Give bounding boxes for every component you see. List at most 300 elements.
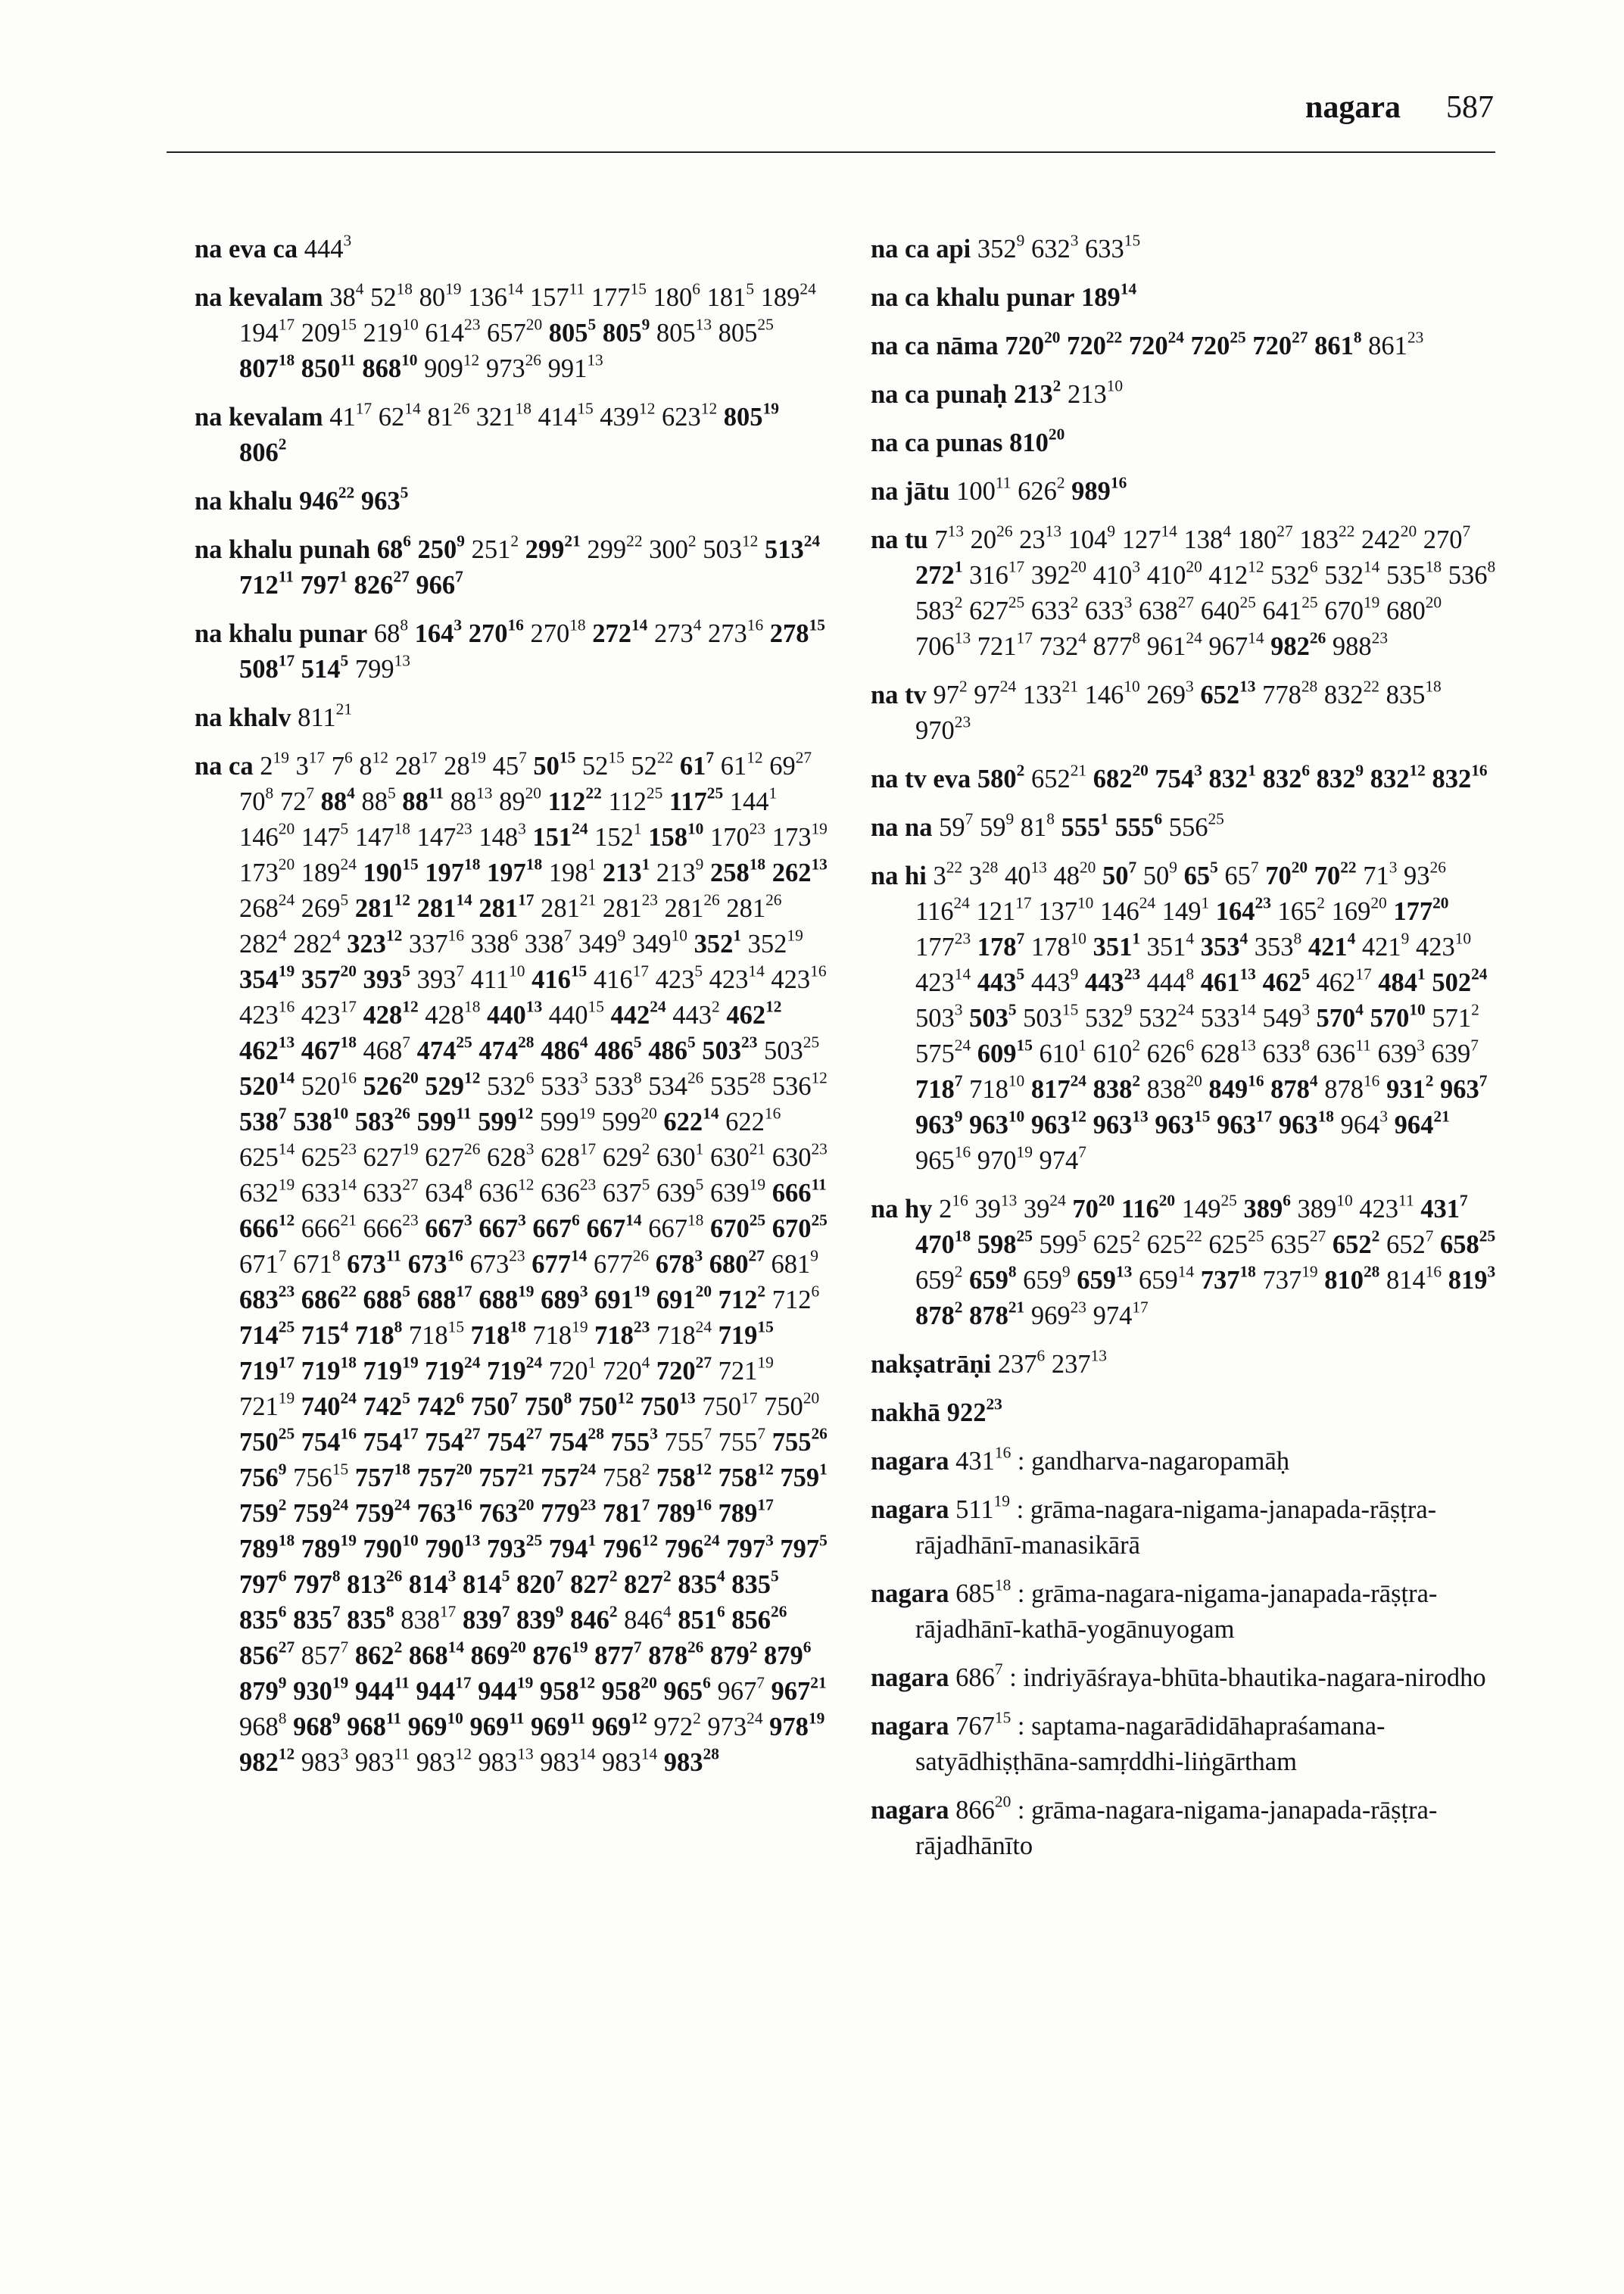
page-reference: $338^7$ (524, 926, 572, 958)
line-number: 17 (741, 1389, 758, 1407)
line-number: 14 (954, 965, 971, 983)
line-number: 27 (748, 1246, 765, 1265)
page-reference: $146^{20}$ (239, 819, 295, 852)
line-number: 15 (447, 1317, 464, 1336)
line-number: 14 (1239, 1000, 1256, 1019)
line-number: 19 (757, 1353, 774, 1372)
line-number: 18 (749, 855, 766, 874)
line-number: 8 (278, 1709, 287, 1728)
page-reference: $878^{26}$ (648, 1638, 704, 1670)
line-number: 13 (587, 351, 603, 369)
line-number: 15 (559, 748, 576, 767)
page-reference: $755^7$ (718, 1424, 766, 1457)
line-number: 11 (385, 1246, 402, 1265)
page-reference: $983^{28}$ (663, 1744, 719, 1777)
line-number: 24 (703, 1531, 720, 1550)
line-number: 16 (695, 1495, 712, 1514)
page-reference: $754^{28}$ (548, 1424, 604, 1457)
page-reference: 6527 (1386, 1226, 1434, 1259)
line-number: 20 (1079, 858, 1096, 877)
line-number: 6 (1186, 1036, 1195, 1055)
page-reference: $876^{19}$ (532, 1638, 588, 1670)
line-number: 7 (641, 1495, 650, 1514)
page-reference: $180^6$ (653, 279, 700, 312)
page-reference: $68^6$ (376, 531, 411, 564)
page-reference: $443^{23}$ (1084, 965, 1140, 997)
entry-headword: nagara (871, 1495, 949, 1524)
line-number: 14 (340, 1175, 357, 1194)
line-number: 10 (1409, 1000, 1426, 1019)
page-reference: $622^{14}$ (663, 1104, 719, 1136)
page-reference: $820^7$ (516, 1566, 564, 1599)
line-number: 2 (662, 1566, 672, 1585)
line-number: 5 (588, 315, 597, 334)
page-reference: $81^{26}$ (427, 399, 470, 432)
line-number: 9 (1124, 1000, 1133, 1019)
entry-headword: na jātu (871, 477, 950, 506)
line-number: 5 (746, 279, 755, 298)
page-reference: $814^3$ (408, 1566, 457, 1599)
page-reference: $623^{12}$ (662, 399, 718, 432)
page-reference: $614^{23}$ (425, 315, 481, 348)
line-number: 15 (1194, 1107, 1211, 1126)
page-reference: 7020 (1072, 1191, 1115, 1223)
page-reference: $165^2$ (1277, 893, 1325, 926)
page-reference: $826^{27}$ (354, 567, 410, 600)
line-number: 18 (515, 399, 531, 418)
page-reference: $209^{15}$ (301, 315, 357, 348)
page-reference: $720^{20}$ (1005, 328, 1061, 360)
page-reference: $3^{28}$ (968, 858, 999, 890)
line-number: 20 (1425, 593, 1442, 612)
page-reference: $423^{14}$ (709, 962, 765, 994)
page-reference: $657^{20}$ (487, 315, 543, 348)
page-reference: $714^{25}$ (239, 1317, 295, 1350)
line-number: 3 (1186, 677, 1194, 696)
line-number: 5 (771, 1566, 779, 1585)
page-reference: $71^3$ (1363, 858, 1398, 890)
line-number: 6 (703, 1673, 711, 1692)
page-reference: $718^{24}$ (656, 1317, 712, 1350)
page-reference: $583^{26}$ (354, 1104, 410, 1136)
line-number: 12 (385, 926, 403, 945)
page-reference: $169^{20}$ (1331, 893, 1387, 926)
page-reference: $410^3$ (1093, 557, 1140, 590)
line-number: 17 (1355, 965, 1372, 983)
page-reference: $978^{19}$ (769, 1709, 825, 1741)
page-reference: $688^{17}$ (416, 1282, 472, 1314)
page-reference: 2376 (997, 1346, 1046, 1379)
line-number: 24 (1177, 1000, 1195, 1019)
page-reference: $147^{18}$ (354, 819, 410, 852)
page-reference: $251^2$ (471, 531, 519, 564)
page-reference: $416^{17}$ (593, 962, 649, 994)
page-reference: $440^{15}$ (548, 997, 604, 1030)
page-reference: $652^{21}$ (1030, 761, 1087, 793)
page-reference: $213^9$ (656, 855, 704, 887)
line-number: 22 (1340, 858, 1357, 877)
line-number: 3 (464, 1211, 472, 1230)
page-reference: $38^4$ (329, 279, 364, 312)
line-number: 5 (1008, 1000, 1017, 1019)
line-number: 13 (1239, 965, 1256, 983)
line-number: 12 (278, 1744, 295, 1763)
page-reference: $428^{12}$ (363, 997, 419, 1030)
line-number: 19 (445, 279, 462, 298)
line-number: 22 (626, 531, 643, 550)
page-reference: 4317 (1420, 1191, 1468, 1223)
line-number: 4 (278, 926, 287, 945)
page-reference: 216 (939, 1191, 968, 1223)
page-reference: $670^{25}$ (771, 1211, 828, 1243)
page-reference: 87821 (969, 1298, 1025, 1330)
line-number: 23 (633, 1317, 650, 1336)
line-number: 16 (954, 1142, 971, 1161)
entry-references (915, 522, 1496, 661)
page-reference: $967^{14}$ (1208, 628, 1264, 661)
page-reference: $351^1$ (1093, 929, 1140, 962)
line-number: 18 (687, 1211, 704, 1230)
line-number: 10 (1124, 677, 1140, 696)
page-reference: $299^{21}$ (525, 531, 581, 564)
page-reference: $794^1$ (548, 1531, 597, 1563)
line-number: 2 (1016, 761, 1025, 780)
page-reference: 9747 (1039, 1142, 1086, 1175)
page-reference: $299^{22}$ (587, 531, 643, 564)
line-number: 13 (1030, 858, 1047, 877)
line-number: 9 (332, 1709, 341, 1728)
page-reference: $789^{18}$ (239, 1531, 295, 1563)
index-entry (871, 678, 1499, 749)
page-reference: $61^7$ (679, 748, 715, 781)
page-reference: 62813 (1200, 1036, 1256, 1068)
line-number: 20 (525, 315, 543, 334)
page-reference: 6599 (1023, 1262, 1071, 1295)
page-reference: $28^{17}$ (394, 748, 438, 781)
line-number: 7 (994, 1660, 1003, 1678)
line-number: 10 (401, 351, 418, 369)
line-number: 7 (1425, 1226, 1434, 1245)
page-reference: $421^4$ (1308, 929, 1356, 962)
page-reference: $720^{27}$ (656, 1353, 712, 1385)
page-reference: $514^5$ (301, 651, 349, 684)
page-reference: 5704 (1316, 1000, 1364, 1033)
page-reference: $68^8$ (373, 616, 409, 648)
line-number: 9 (954, 1107, 963, 1126)
line-number: 8 (633, 1068, 642, 1087)
page-reference: $846^4$ (624, 1602, 672, 1635)
page-reference: $944^{11}$ (354, 1673, 410, 1706)
page-reference: $755^7$ (664, 1424, 712, 1457)
page-reference: $270^{16}$ (468, 616, 524, 648)
page-reference: $555^1$ (1061, 809, 1108, 842)
page-reference: $810^{20}$ (1009, 425, 1065, 457)
page-reference: $718^{18}$ (470, 1317, 526, 1350)
page-reference: 57524 (915, 1036, 971, 1068)
page-reference: 87816 (1324, 1071, 1380, 1104)
line-number: 4 (579, 1033, 588, 1052)
line-number: 3 (579, 1068, 588, 1087)
page-reference: 7187 (915, 1071, 963, 1104)
line-number: 27 (278, 1638, 295, 1657)
line-number: 12 (747, 748, 763, 767)
page-reference: $467^{18}$ (301, 1033, 357, 1065)
line-number: 2 (749, 1638, 758, 1657)
line-number: 10 (447, 1709, 463, 1728)
line-number: 7 (756, 1673, 765, 1692)
page-reference: $983^{12}$ (416, 1744, 472, 1777)
line-number: 15 (588, 997, 604, 1016)
page-reference: $28^{19}$ (444, 748, 486, 781)
line-number: 2 (1132, 1036, 1140, 1055)
page-reference: $757^{21}$ (478, 1460, 535, 1492)
page-reference: $23^{13}$ (1019, 522, 1061, 554)
line-number: 7 (954, 1071, 963, 1090)
line-number: 23 (340, 1139, 357, 1158)
page-reference: $52^{15}$ (581, 748, 625, 781)
page-reference: $719^{19}$ (363, 1353, 419, 1385)
page-reference: $846^2$ (570, 1602, 618, 1635)
line-number: 18 (1425, 677, 1442, 696)
line-number: 7 (278, 1246, 287, 1265)
page-reference: $720^{24}$ (1128, 328, 1184, 360)
line-number: 8 (1046, 809, 1055, 828)
line-number: 9 (641, 315, 650, 334)
line-number: 20 (510, 1638, 526, 1657)
page-reference: $625^{14}$ (239, 1139, 295, 1172)
entry-references (915, 677, 1442, 745)
page-reference: 5712 (1432, 1000, 1479, 1033)
line-number: 18 (278, 351, 295, 369)
index-entry (871, 474, 1499, 510)
line-number: 18 (1317, 1107, 1334, 1126)
entry-references (1013, 376, 1124, 409)
page-reference: $759^1$ (780, 1460, 828, 1492)
page-reference: $281^{17}$ (478, 890, 535, 923)
page-reference: $440^{13}$ (487, 997, 543, 1030)
line-number: 2 (609, 1566, 618, 1585)
line-number: 26 (771, 1602, 787, 1621)
line-number: 13 (1115, 1262, 1133, 1281)
page-reference: 96315 (1155, 1107, 1211, 1139)
line-number: 25 (706, 784, 724, 803)
line-number: 7 (519, 748, 527, 767)
page-reference: $673^{23}$ (469, 1246, 525, 1279)
page-reference: $354^{19}$ (239, 962, 295, 994)
line-number: 2 (1317, 893, 1325, 912)
page-reference: 9639 (915, 1107, 963, 1139)
page-reference: $352^9$ (977, 231, 1025, 263)
page-reference: $352^1$ (694, 926, 741, 958)
line-number: 7 (501, 1602, 510, 1621)
page-reference: $759^2$ (239, 1495, 287, 1528)
page-reference: $59^7$ (939, 809, 974, 842)
page-reference: $190^{15}$ (363, 855, 419, 887)
page-reference: $796^{12}$ (602, 1531, 658, 1563)
line-number: 8 (385, 1602, 394, 1621)
line-number: 9 (1355, 761, 1364, 780)
page-reference: $180^{27}$ (1237, 522, 1293, 554)
line-number: 21 (340, 1211, 357, 1230)
page-reference: 96516 (915, 1142, 971, 1175)
page-reference: 65914 (1138, 1262, 1195, 1295)
page-reference: $89^{20}$ (499, 784, 541, 816)
line-number: 22 (1105, 328, 1123, 347)
line-number: 16 (1248, 1071, 1264, 1090)
entry-headword: nakhā (871, 1398, 941, 1427)
page-reference: $535^{18}$ (1386, 557, 1442, 590)
line-number: 12 (741, 531, 759, 550)
page-reference: $421^9$ (1361, 929, 1410, 962)
index-entry (871, 810, 1499, 846)
line-number: 9 (1016, 231, 1025, 250)
page-reference: $272^{14}$ (592, 616, 648, 648)
page-reference: $486^4$ (541, 1033, 588, 1065)
page-reference: $281^{21}$ (541, 890, 597, 923)
page-reference: 83820 (1146, 1071, 1202, 1104)
line-number: 21 (1008, 1298, 1025, 1317)
line-number: 11 (569, 1709, 585, 1728)
line-number: 15 (1061, 1000, 1079, 1019)
page-reference: $856^{27}$ (239, 1638, 295, 1670)
line-number: 7 (757, 1424, 766, 1443)
index-entry (871, 1395, 1499, 1431)
line-number: 21 (335, 700, 353, 718)
page-reference: $641^{25}$ (1262, 593, 1318, 625)
line-number: 27 (1309, 1226, 1326, 1245)
line-number: 18 (1239, 1262, 1256, 1281)
page-reference: $8^{12}$ (359, 748, 388, 781)
page-reference: $164^{23}$ (1215, 893, 1271, 926)
page-reference: 6522 (1332, 1226, 1380, 1259)
line-number: 20 (1158, 1191, 1176, 1210)
page-reference: $750^8$ (524, 1389, 572, 1421)
line-number: 1 (1132, 929, 1140, 948)
line-number: 1 (1100, 809, 1108, 828)
page-reference: $272^1$ (915, 557, 963, 590)
page-reference: $973^{24}$ (707, 1709, 763, 1741)
page-reference: $104^9$ (1068, 522, 1116, 554)
page-reference: $282^4$ (239, 926, 287, 958)
page-reference: $638^{27}$ (1138, 593, 1195, 625)
page-reference: $622^{16}$ (725, 1104, 781, 1136)
page-reference: $628^3$ (487, 1139, 535, 1172)
entry-references (956, 473, 1127, 506)
page-reference: $50^7$ (1102, 858, 1137, 890)
line-number: 13 (1090, 1346, 1107, 1365)
line-number: 18 (340, 1033, 357, 1052)
line-number: 8 (563, 1389, 572, 1407)
page-reference: $754^{27}$ (487, 1424, 543, 1457)
page-reference: $869^{20}$ (470, 1638, 526, 1670)
line-number: 10 (1008, 1071, 1025, 1090)
page-reference: $968^8$ (239, 1709, 287, 1741)
page-reference: 38910 (1297, 1191, 1353, 1223)
page-reference: $189^{24}$ (760, 279, 816, 312)
entry-references (239, 748, 828, 1777)
page-reference: 9312 (1386, 1071, 1434, 1104)
page-reference: $667^3$ (425, 1211, 472, 1243)
line-number: 16 (1471, 761, 1488, 780)
line-number: 19 (572, 1638, 588, 1657)
line-number: 19 (749, 1175, 766, 1194)
line-number: 24 (999, 677, 1017, 696)
index-entry (871, 425, 1499, 461)
page-reference: 53314 (1200, 1000, 1256, 1033)
line-number: 2 (641, 1460, 650, 1479)
page-reference: 57010 (1370, 1000, 1426, 1033)
page-reference: $759^{24}$ (354, 1495, 410, 1528)
line-number: 22 (338, 483, 355, 502)
line-number: 7 (555, 1566, 564, 1585)
page-reference: $273^4$ (653, 616, 702, 648)
entry-headword: na ca khalu punar (871, 283, 1075, 312)
page-reference: $411^{10}$ (470, 962, 525, 994)
page-reference: $721^{19}$ (239, 1389, 295, 1421)
line-number: 4 (1239, 929, 1248, 948)
line-number: 6 (1154, 809, 1163, 828)
page-reference: $2^{19}$ (260, 748, 289, 781)
line-number: 24 (464, 1353, 481, 1372)
line-number: 17 (402, 1424, 419, 1443)
index-entry (195, 280, 831, 387)
page-reference: 97019 (977, 1142, 1033, 1175)
line-number: 28 (703, 1744, 719, 1763)
page-reference: $797^1$ (300, 567, 348, 600)
page-reference: 6397 (1431, 1036, 1479, 1068)
line-number: 3 (765, 1531, 774, 1550)
line-number: 3 (343, 231, 352, 250)
line-number: 16 (340, 1424, 357, 1443)
page-reference: $670^{19}$ (1324, 593, 1380, 625)
line-number: 17 (1016, 628, 1033, 647)
page-reference: $70^8$ (239, 784, 274, 816)
line-number: 13 (476, 784, 493, 803)
line-number: 17 (308, 748, 326, 767)
page-reference: $968^9$ (293, 1709, 341, 1741)
page-reference: 62525 (1208, 1226, 1264, 1259)
index-entry (195, 484, 831, 519)
page-reference: 50315 (1023, 1000, 1079, 1033)
page-reference: $158^{10}$ (648, 819, 704, 852)
page-reference: 97417 (1093, 1298, 1149, 1330)
line-number: 3 (1301, 1000, 1310, 1019)
page-reference: $164^3$ (414, 616, 463, 648)
page-reference: $88^4$ (320, 784, 355, 816)
page-reference: $797^5$ (780, 1531, 828, 1563)
line-number: 2 (757, 1282, 766, 1301)
page-reference: $486^5$ (594, 1033, 642, 1065)
line-number: 1 (588, 1531, 597, 1550)
page-reference: $718^{19}$ (532, 1317, 588, 1350)
page-reference: $969^{11}$ (469, 1709, 525, 1741)
line-number: 25 (1208, 809, 1224, 828)
page-reference: $258^{18}$ (709, 855, 766, 887)
page-reference: $671^8$ (293, 1246, 341, 1279)
line-number: 8 (1353, 328, 1362, 347)
running-headword: nagara (1305, 90, 1401, 125)
page-reference: $198^1$ (548, 855, 597, 887)
page-reference: $983^3$ (301, 1744, 349, 1777)
line-number: 11 (428, 784, 444, 803)
page-reference: 59825 (977, 1226, 1033, 1259)
page-reference: $416^{15}$ (531, 962, 588, 994)
line-number: 17 (278, 315, 295, 334)
line-number: 26 (453, 399, 470, 418)
page-reference: $599^{12}$ (478, 1104, 534, 1136)
line-number: 12 (639, 399, 656, 418)
line-number: 12 (811, 1068, 828, 1087)
